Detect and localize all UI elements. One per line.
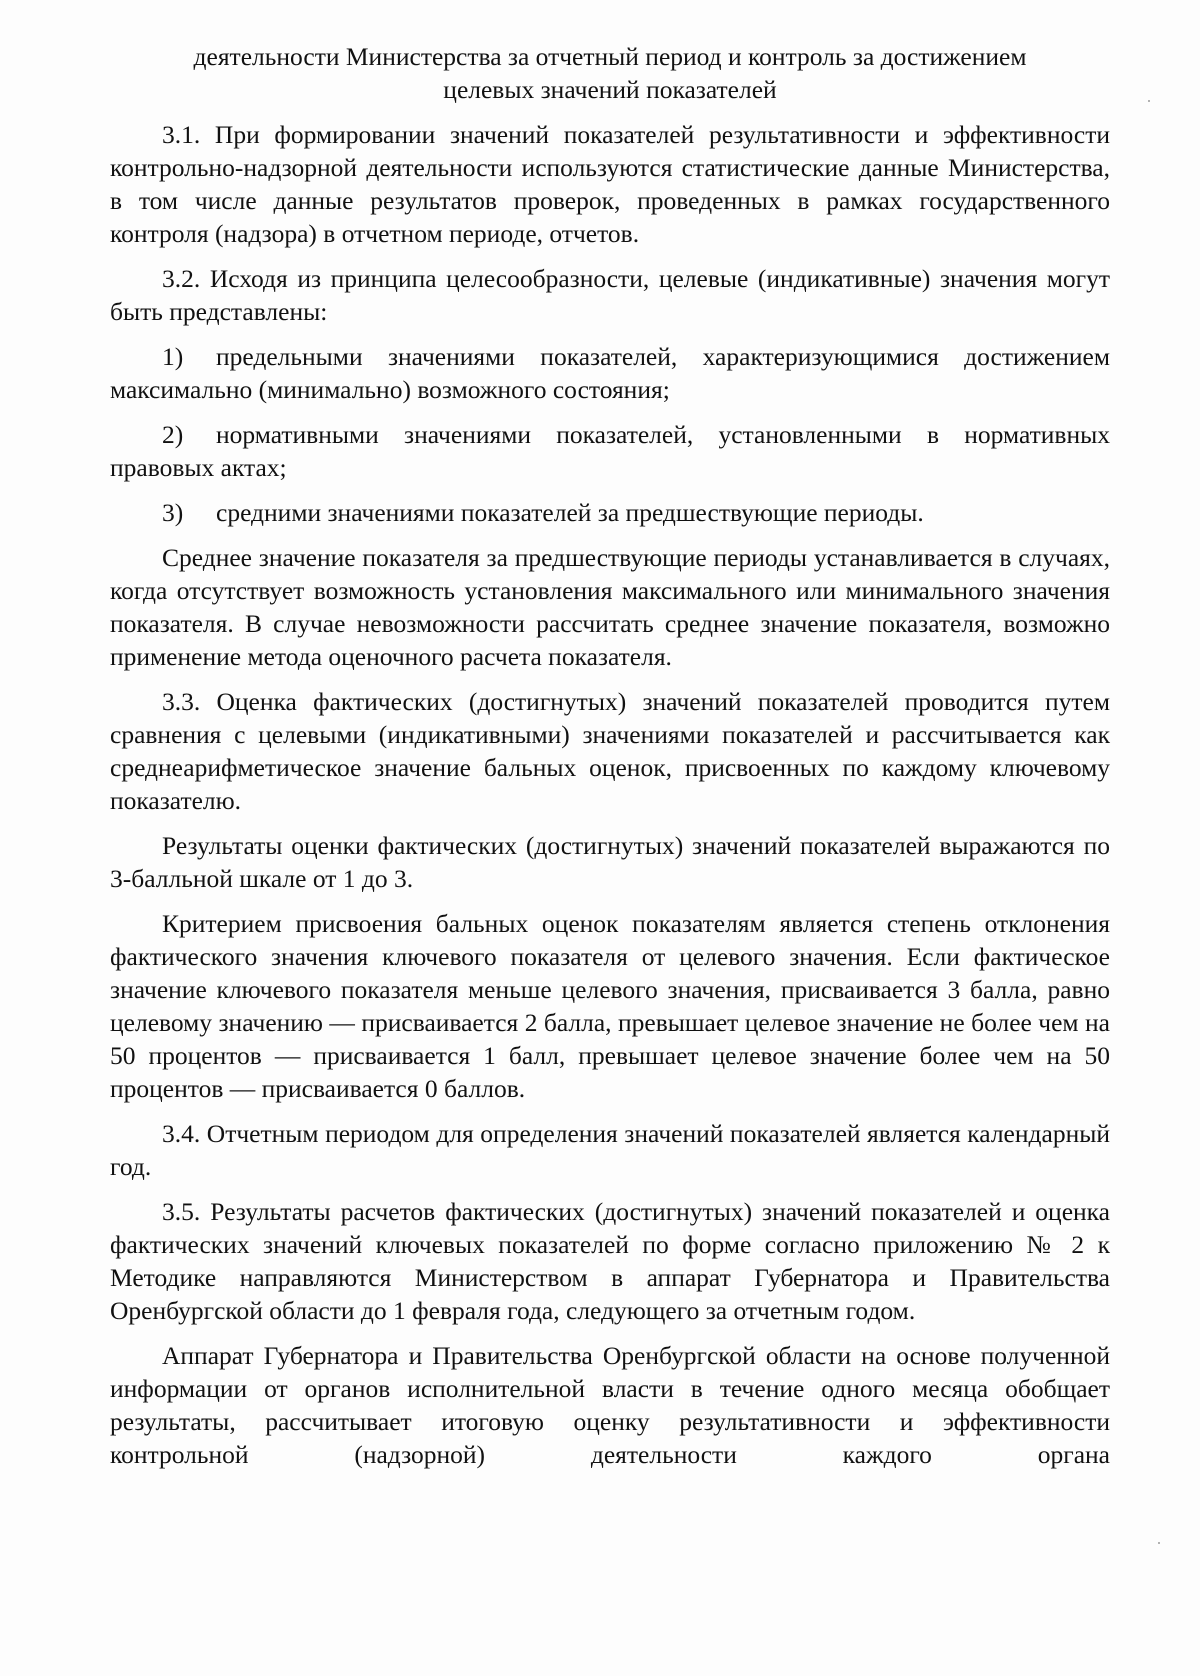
paragraph-3-3: 3.3. Оценка фактических (достигнутых) значений показателей проводится путем сравнения с целевыми (индикативными) значениями показателей и рассчитывается как среднеарифметическое значение бальных оценок, присвоенных по каждому ключевому показателю.	[110, 687, 1110, 815]
section-heading	[110, 40, 1110, 106]
paragraph-results-scale: Результаты оценки фактических (достигнутых) значений показателей выражаются по 3-балльной шкале от 1 до 3.	[110, 831, 1110, 893]
document-body	[110, 40, 1110, 1483]
list-item-1	[110, 340, 1110, 406]
list-item-2	[110, 418, 1110, 484]
paragraph-3-5: 3.5. Результаты расчетов фактических (достигнутых) значений показателей и оценка фактических значений ключевых показателей по форме согласно приложению № 2 к Методике направляются Министерством в аппарат Губернатора и Правительства Оренбургской области до 1 февраля года, следующего за отчетным годом.	[110, 1197, 1110, 1325]
paragraph-3-2: 3.2. Исходя из принципа целесообразности, целевые (индикативные) значения могут быть представлены:	[110, 264, 1110, 326]
paragraph-3-4: 3.4. Отчетным периодом для определения значений показателей является календарный год.	[110, 1119, 1110, 1181]
list-item-3	[110, 496, 1110, 529]
list-item-text: нормативными значениями показателей, установленными в нормативных правовых актах;	[110, 420, 1110, 482]
list-item-number: 2)	[162, 420, 184, 449]
list-item-number: 3)	[162, 498, 184, 527]
paragraph-average-value: Среднее значение показателя за предшествующие периоды устанавливается в случаях, когда отсутствует возможность установления максимального или минимального значения показателя. В случае невозможности рассчитать среднее значение показателя, возможно применение метода оценочного расчета показателя.	[110, 543, 1110, 671]
list-item-number: 1)	[162, 342, 184, 371]
paragraph-scoring-criterion: Критерием присвоения бальных оценок показателям является степень отклонения фактического значения ключевого показателя от целевого значения. Если фактическое значение ключевого показателя меньше целевого значения, присваивается 3 балла, равно целевому значению — присваивается 2 балла, превышает целевое значение не более чем на 50 процентов — присваивается 1 балл, превышает целевое значение более чем на 50 процентов — присваивается 0 баллов.	[110, 909, 1110, 1103]
scan-speck	[1148, 100, 1150, 102]
scan-speck	[1158, 1542, 1160, 1544]
paragraph-3-1: 3.1. При формировании значений показателей результативности и эффективности контрольно-надзорной деятельности используются статистические данные Министерства, в том числе данные результатов проверок, проведенных в рамках государственного контроля (надзора) в отчетном периоде, отчетов.	[110, 120, 1110, 248]
list-item-text: средними значениями показателей за предшествующие периоды.	[216, 498, 924, 527]
section-heading-line-2: целевых значений показателей	[443, 75, 777, 104]
paragraph-apparatus: Аппарат Губернатора и Правительства Оренбургской области на основе полученной информации от органов исполнительной власти в течение одного месяца обобщает результаты, рассчитывает итоговую оценку результативности и эффективности контрольной (надзорной) деятельности каждого органа	[110, 1341, 1110, 1469]
list-item-text: предельными значениями показателей, характеризующимися достижением максимально (минимально) возможного состояния;	[110, 342, 1110, 404]
section-heading-line-1: деятельности Министерства за отчетный период и контроль за достижением	[193, 42, 1027, 71]
